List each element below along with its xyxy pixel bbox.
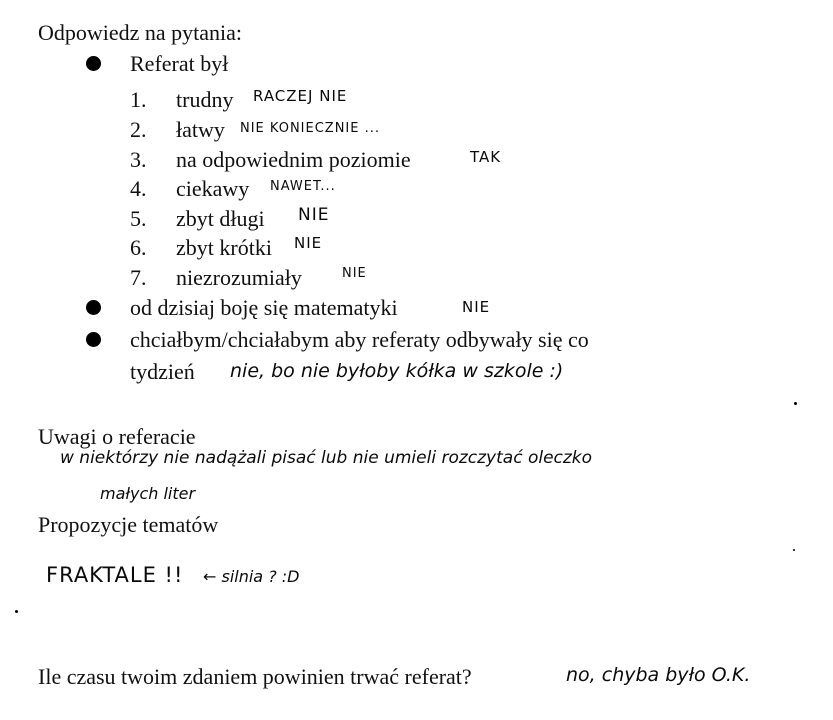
handwritten-answer: NIE <box>294 234 323 252</box>
handwritten-topic-note: ← silnia ? :D <box>203 567 300 586</box>
item-label: łatwy <box>176 117 225 142</box>
handwritten-answer: TAK <box>470 148 502 166</box>
item-label: na odpowiednim poziomie <box>176 147 411 172</box>
handwritten-answer: RACZEJ NIE <box>253 87 348 105</box>
handwritten-answer: NAWET... <box>270 179 336 194</box>
question-czas-referatu: Ile czasu twoim zdaniem powinien trwać referat? <box>38 664 472 689</box>
item-number: 2. <box>130 117 147 142</box>
section-propozycje-label: Propozycje tematów <box>38 512 219 537</box>
item-number: 1. <box>130 87 147 112</box>
section-uwagi-label: Uwagi o referacie <box>38 424 196 449</box>
stray-dot <box>794 402 797 405</box>
question-matematyka: od dzisiaj boję się matematyki <box>130 295 398 320</box>
item-label: trudny <box>176 87 234 112</box>
item-number: 3. <box>130 147 147 172</box>
bullet-marker <box>86 300 101 315</box>
item-label: niezrozumiały <box>176 265 302 290</box>
item-number: 7. <box>130 265 147 290</box>
handwritten-answer: NIE <box>298 205 330 225</box>
handwritten-answer: nie, bo nie byłoby kółka w szkole :) <box>230 360 564 382</box>
handwritten-answer: NIE <box>462 298 491 316</box>
item-number: 6. <box>130 235 147 260</box>
bullet-marker <box>86 56 101 71</box>
stray-dot <box>15 610 18 613</box>
handwritten-answer: no, chyba było O.K. <box>566 664 751 686</box>
handwritten-topic: FRAKTALE !! <box>46 563 184 587</box>
question-co-tydzien: chciałbym/chciałabym aby referaty odbywały się co <box>130 327 589 352</box>
handwritten-remark: w niektórzy nie nadążali pisać lub nie umieli rozczytać oleczko <box>60 448 593 468</box>
form-title: Odpowiedz na pytania: <box>38 20 243 45</box>
bullet-marker <box>86 332 101 347</box>
item-number: 4. <box>130 176 147 201</box>
handwritten-answer: NIE KONIECZNIE ... <box>240 121 381 136</box>
item-label: ciekawy <box>176 176 250 201</box>
handwritten-remark-cont: małych liter <box>100 484 196 503</box>
item-number: 5. <box>130 206 147 231</box>
stray-dot <box>793 549 795 551</box>
item-label: zbyt długi <box>176 206 265 231</box>
question-referat-byl: Referat był <box>130 51 229 76</box>
item-label: zbyt krótki <box>176 235 272 260</box>
handwritten-answer: NIE <box>342 266 367 281</box>
question-co-tydzien-cont: tydzień <box>130 359 195 384</box>
